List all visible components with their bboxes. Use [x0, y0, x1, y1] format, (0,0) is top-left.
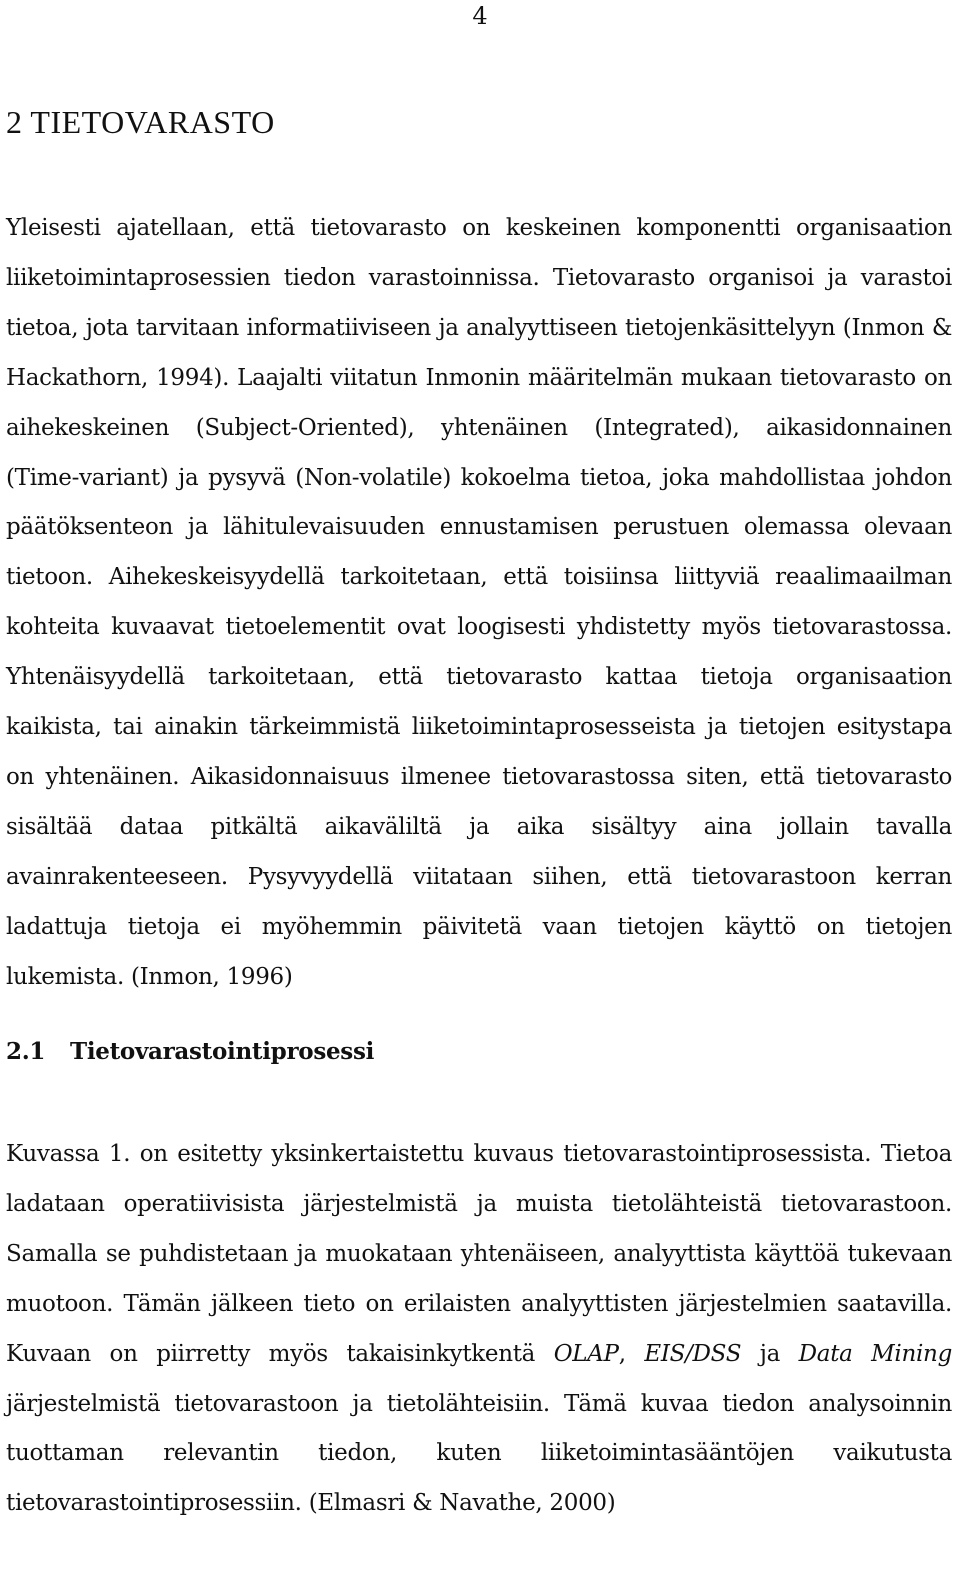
data-mining-term: Data Mining — [798, 1340, 952, 1367]
page-number: 4 — [472, 2, 488, 30]
chapter-heading: 2 TIETOVARASTO — [6, 104, 275, 140]
eis-dss-term: EIS/DSS — [644, 1340, 742, 1367]
section-heading — [6, 1032, 374, 1072]
comma-separator: , — [618, 1340, 645, 1367]
process-paragraph — [6, 1130, 952, 1529]
section-title: Tietovarastointiprosessi — [70, 1038, 375, 1065]
process-text-part2: järjestelmistä tietovarastoon ja tietolähteisiin. Tämä kuvaa tiedon analysoinnin tuottaman relevantin tiedon, kuten liiketoimintasääntöjen vaikutusta tietovarastointiprosessiin. (Elmasri & Navathe, 2000) — [6, 1390, 952, 1517]
process-text-part1: Kuvassa 1. on esitetty yksinkertaistettu kuvaus tietovarastointiprosessista. Tietoa ladataan operatiivisista järjestelmistä ja muista tietolähteistä tietovarastoon. Samalla se puhdistetaan ja muokataan yhtenäiseen, analyyttista käyttöä tukevaan muotoon. Tämän jälkeen tieto on erilaisten analyyttisten järjestelmien saatavilla. Kuvaan on piirretty myös takaisinkytkentä — [6, 1141, 952, 1367]
conjunction-text: ja — [741, 1340, 799, 1367]
olap-term: OLAP — [553, 1340, 619, 1367]
intro-paragraph: Yleisesti ajatellaan, että tietovarasto on keskeinen komponentti organisaation liiketoimintaprosessien tiedon varastoinnissa. Tietovarasto organisoi ja varastoi tietoa, jota tarvitaan informatiiviseen ja analyyttiseen tietojenkäsittelyyn (Inmon & Hackathorn, 1994). Laajalti viitatun Inmonin määritelmän mukaan tietovarasto on aihekeskeinen (Subject-Oriented), yhtenäinen (Integrated), aikasidonnainen (Time-variant) ja pysyvä (Non-volatile) kokoelma tietoa, joka mahdollistaa johdon päätöksenteon ja lähitulevaisuuden ennustamisen perustuen olemassa olevaan tietoon. Aihekeskeisyydellä tarkoitetaan, että toisiinsa liittyviä reaalimaailman kohteita kuvaavat tietoelementit ovat loogisesti yhdistetty myös tietovarastossa. Yhtenäisyydellä tarkoitetaan, että tietovarasto kattaa tietoja organisaation kaikista, tai ainakin tärkeimmistä liiketoimintaprosesseista ja tietojen esitystapa on yhtenäinen. Aikasidonnaisuus ilmenee tietovarastossa siten, että tietovarasto sisältää dataa pitkältä aikaväliltä ja aika sisältyy aina jollain tavalla avainrakenteeseen. Pysyvyydellä viitataan siihen, että tietovarastoon kerran ladattuja tietoja ei myöhemmin päivitetä vaan tietojen käyttö on tietojen lukemista. (Inmon, 1996) — [6, 215, 952, 990]
section-number: 2.1 — [6, 1038, 46, 1065]
